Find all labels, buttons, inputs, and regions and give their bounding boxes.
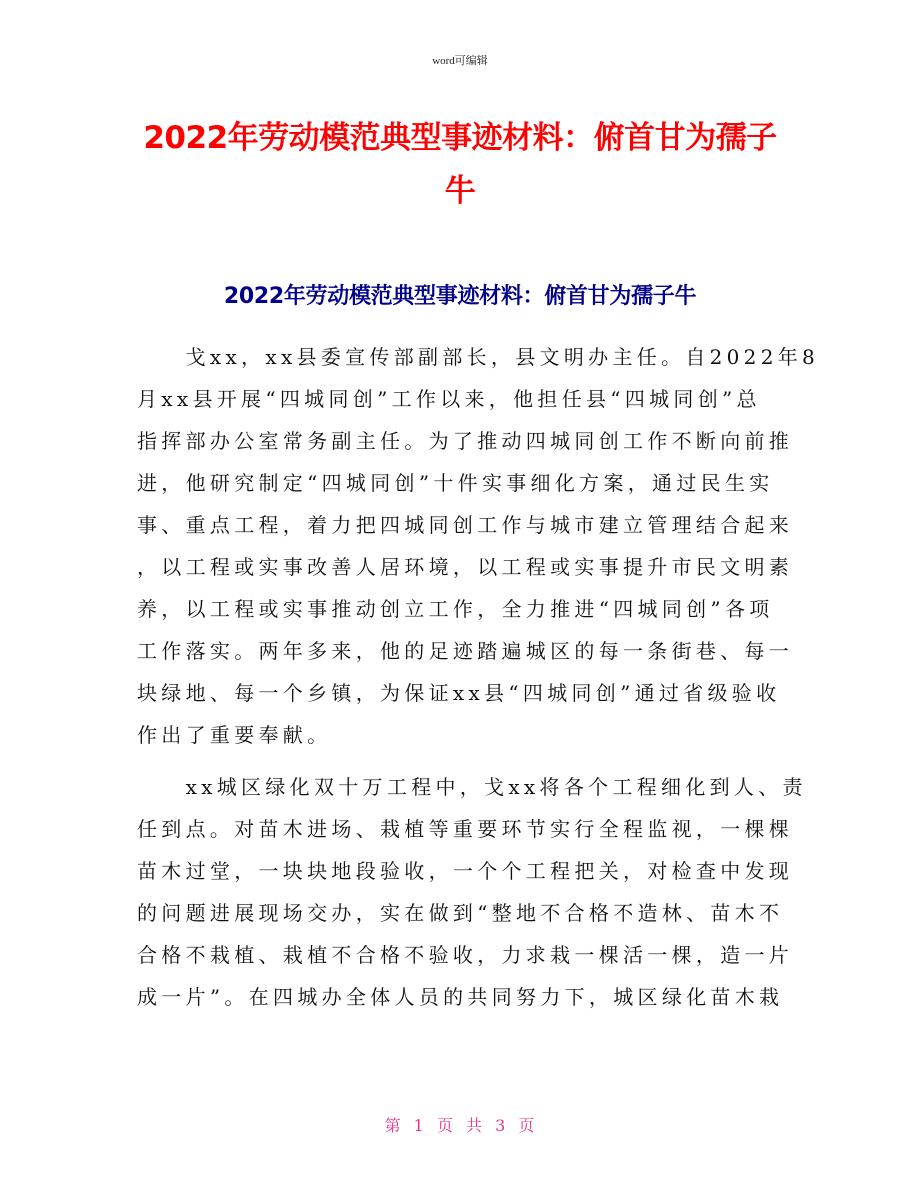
paragraph-line: 任到点。对苗木进场、栽植等重要环节实行全程监视，一棵棵 — [137, 817, 794, 841]
page-number-footer: 第 1 页 共 3 页 — [384, 1116, 536, 1135]
paragraph-line: 工作落实。两年多来，他的足迹踏遍城区的每一条街巷、每一 — [137, 639, 794, 663]
document-title — [120, 112, 800, 218]
document-subtitle: 2022年劳动模范典型事迹材料：俯首甘为孺子牛 — [223, 284, 697, 309]
header-note: word可编辑 — [432, 55, 488, 67]
document-title-line-2: 牛 — [444, 173, 476, 209]
document-title-line-1: 2022年劳动模范典型事迹材料：俯首甘为孺子 — [143, 120, 777, 156]
paragraph-line: 戈xx，xx县委宣传部副部长，县文明办主任。自2022年8 — [137, 345, 820, 369]
document-body — [137, 336, 820, 1018]
paragraph-line: 养，以工程或实事推动创立工作，全力推进“四城同创”各项 — [137, 597, 774, 621]
paragraph-line: 作出了重要奉献。 — [137, 723, 332, 747]
paragraph-2 — [137, 766, 807, 1018]
paragraph-line: 事、重点工程，着力把四城同创工作与城市建立管理结合起来 — [137, 513, 794, 537]
paragraph-line: 合格不栽植、栽植不合格不验收，力求栽一棵活一棵，造一片 — [137, 943, 794, 967]
paragraph-line: 块绿地、每一个乡镇，为保证xx县“四城同创”通过省级验收 — [137, 681, 781, 705]
paragraph-line: 指挥部办公室常务副主任。为了推动四城同创工作不断向前推 — [137, 429, 794, 453]
paragraph-line: 的问题进展现场交办，实在做到“整地不合格不造林、苗木不 — [137, 901, 784, 925]
paragraph-line: xx城区绿化双十万工程中，戈xx将各个工程细化到人、责 — [137, 775, 807, 799]
paragraph-line: 进，他研究制定“四城同创”十件实事细化方案，通过民生实 — [137, 471, 774, 495]
paragraph-1 — [137, 336, 820, 756]
paragraph-line: ，以工程或实事改善人居环境，以工程或实事提升市民文明素 — [137, 555, 794, 579]
paragraph-line: 成一片”。在四城办全体人员的共同努力下，城区绿化苗木栽 — [137, 985, 784, 1009]
paragraph-spacer — [137, 756, 787, 766]
paragraph-line: 苗木过堂，一块块地段验收，一个个工程把关，对检查中发现 — [137, 859, 794, 883]
paragraph-line: 月xx县开展“四城同创”工作以来，他担任县“四城同创”总 — [137, 387, 761, 411]
